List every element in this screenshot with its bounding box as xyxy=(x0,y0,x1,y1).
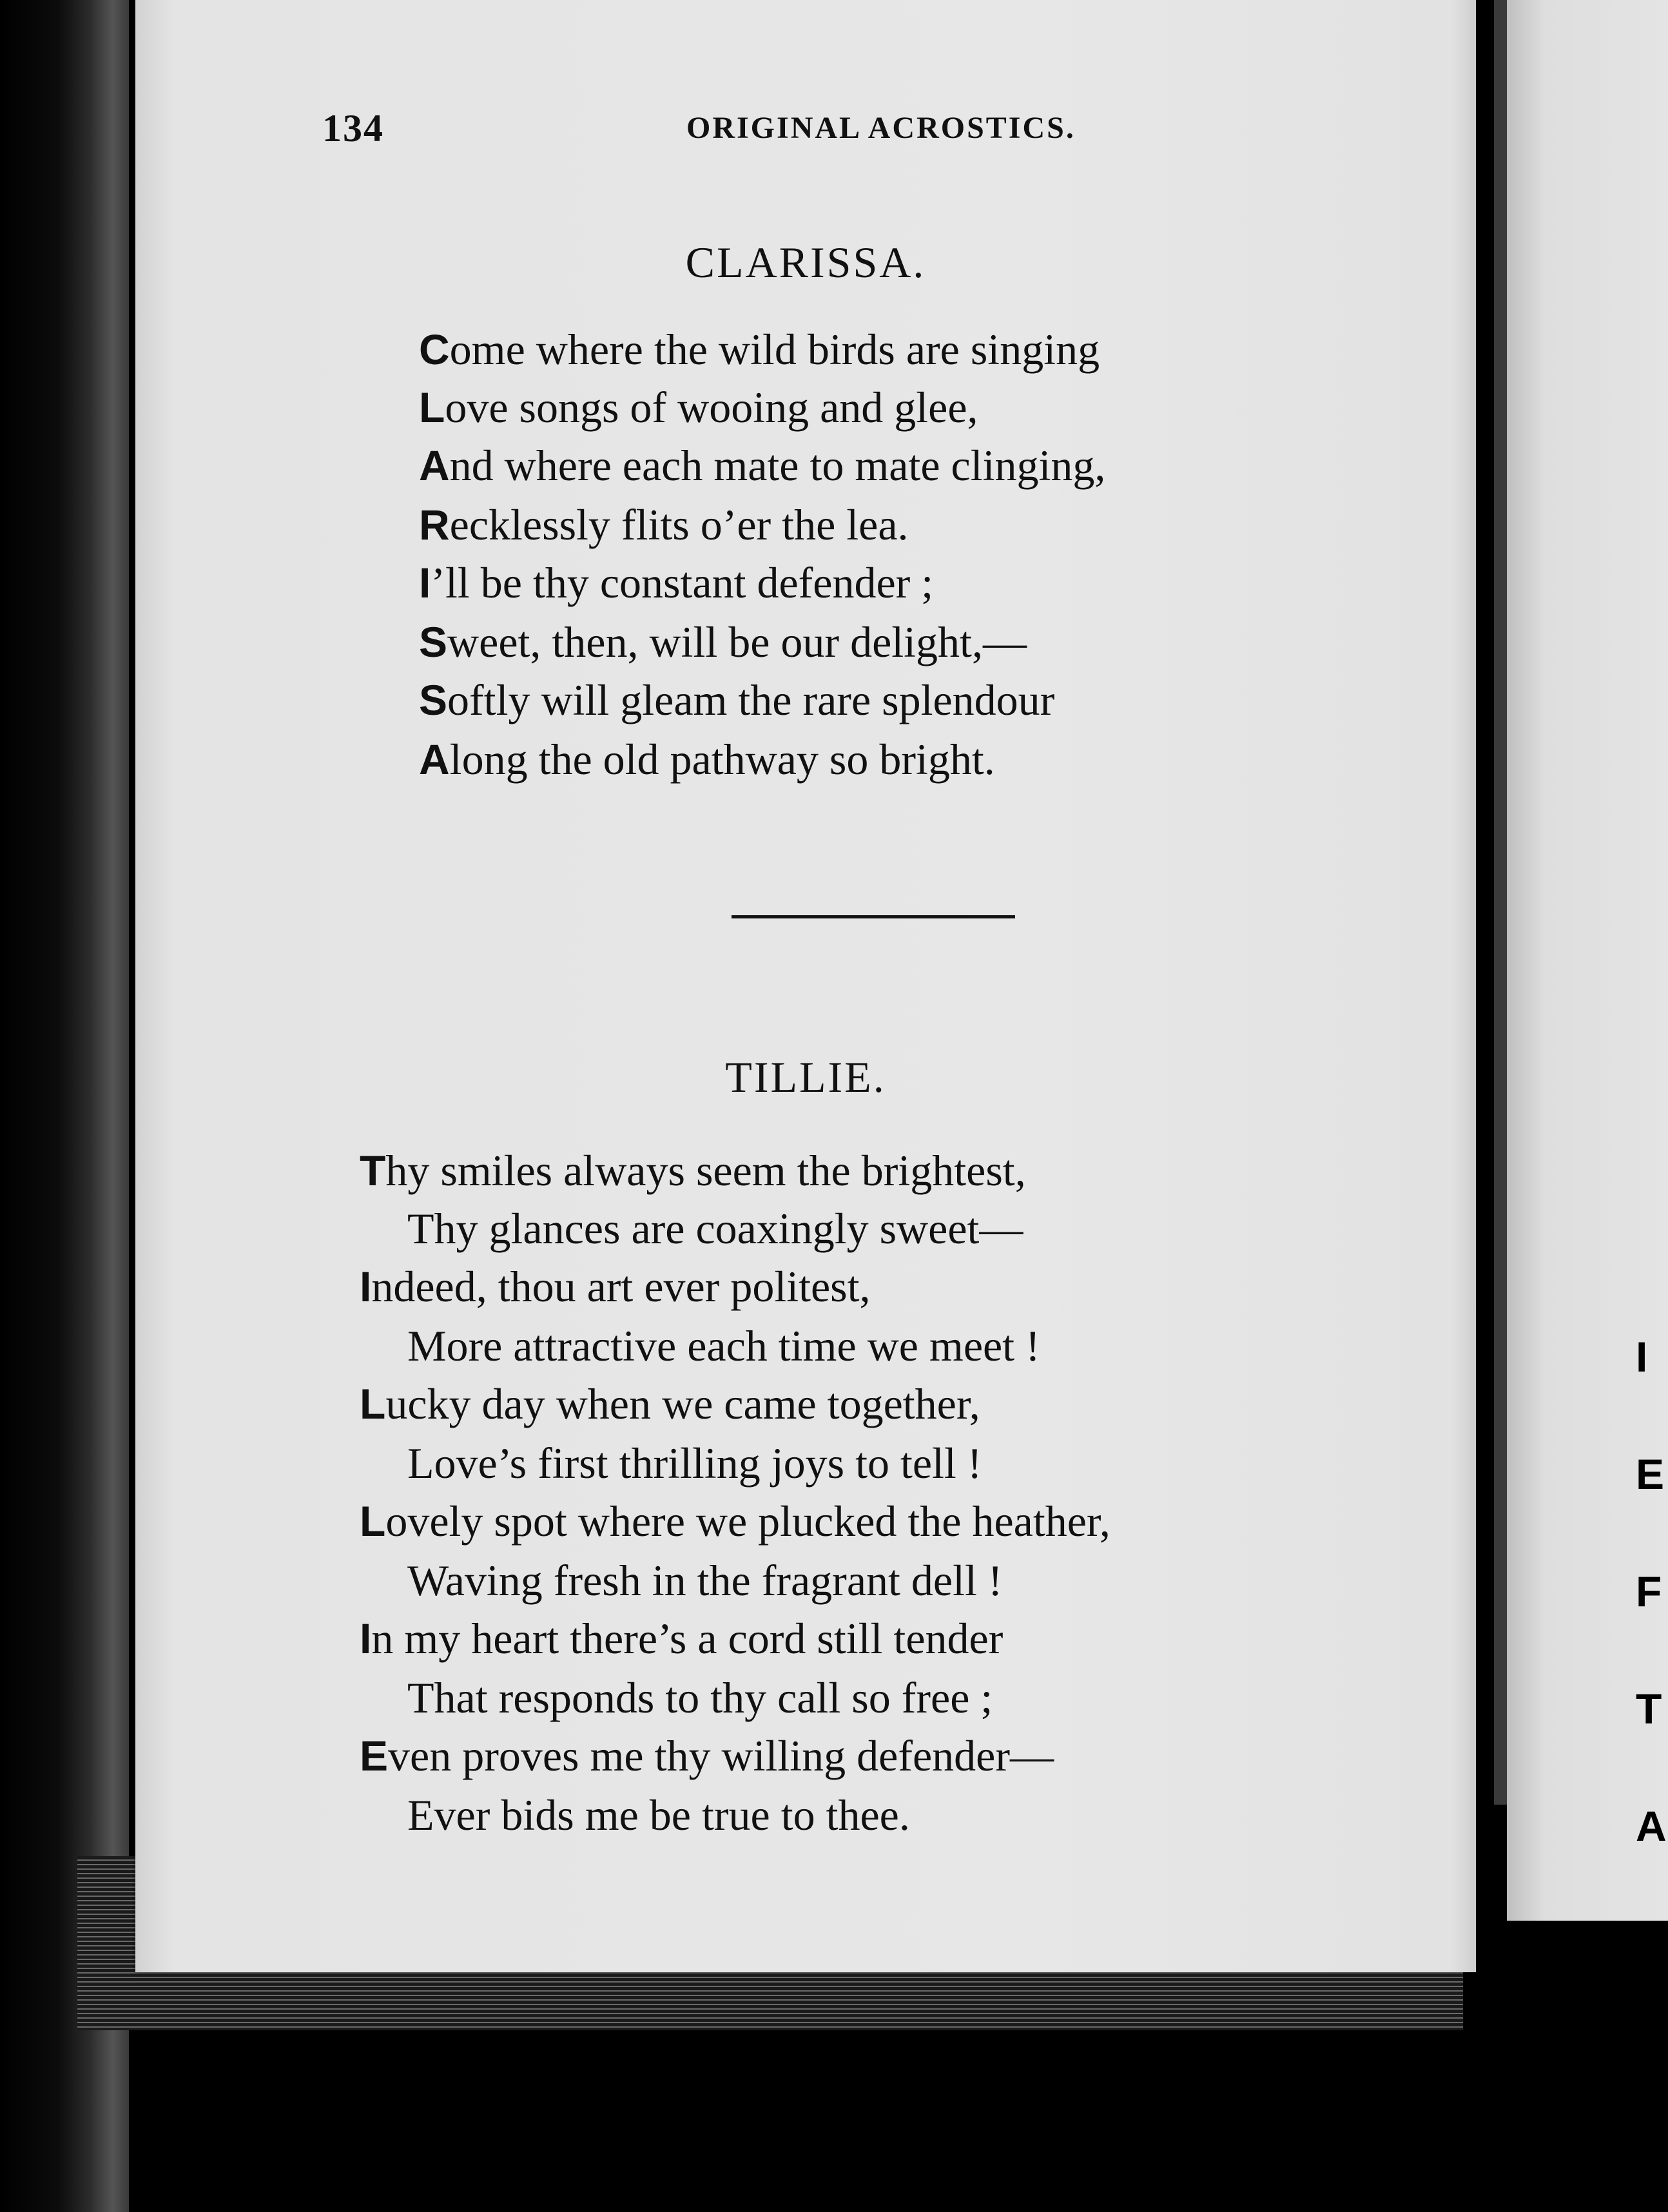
poem-line-indented xyxy=(407,1556,1003,1605)
line-text: ’ll be thy constant defender ; xyxy=(431,558,934,607)
line-text: weet, then, will be our delight,— xyxy=(447,617,1027,666)
page-right-edge xyxy=(1494,0,1507,1805)
facing-page-edge xyxy=(1507,0,1668,1921)
acrostic-initial: C xyxy=(419,325,450,373)
poem-line xyxy=(360,1262,871,1311)
acrostic-initial: R xyxy=(419,501,450,548)
line-text: That responds to thy call so free ; xyxy=(407,1673,993,1722)
poem-line xyxy=(360,1497,1110,1546)
poem-line xyxy=(419,735,995,784)
poem-line-indented xyxy=(407,1673,993,1722)
running-title: ORIGINAL ACROSTICS. xyxy=(686,111,1076,145)
line-text: ecklessly flits o’er the lea. xyxy=(449,500,909,549)
poem-line xyxy=(360,1614,1004,1663)
line-text: Ever bids me be true to thee. xyxy=(407,1790,910,1839)
line-text: ucky day when we came together, xyxy=(385,1379,980,1428)
facing-page-letter: E xyxy=(1636,1450,1665,1498)
line-text: ven proves me thy willing defender— xyxy=(388,1731,1054,1780)
poem-line xyxy=(419,617,1027,666)
poem-line-indented xyxy=(407,1321,1040,1370)
poem-title-clarissa: CLARISSA. xyxy=(685,238,926,287)
poem-line xyxy=(419,383,978,432)
acrostic-initial: L xyxy=(360,1380,386,1428)
facing-page-letter: T xyxy=(1636,1685,1662,1732)
facing-page-letter: A xyxy=(1636,1802,1667,1850)
line-text: ome where the wild birds are singing xyxy=(449,325,1100,374)
line-text: hy smiles always seem the brightest, xyxy=(385,1146,1026,1195)
poem-line-indented xyxy=(407,1204,1023,1253)
poem-line-indented xyxy=(407,1439,982,1488)
page-number: 134 xyxy=(322,107,384,150)
acrostic-initial: T xyxy=(360,1147,386,1194)
running-head xyxy=(135,106,1476,158)
poem-line xyxy=(360,1379,980,1428)
poem-line xyxy=(419,441,1106,490)
line-text: ndeed, thou art ever politest, xyxy=(371,1262,871,1311)
poem-title-tillie: TILLIE. xyxy=(725,1053,886,1101)
line-text: Love’s first thrilling joys to tell ! xyxy=(407,1439,982,1488)
acrostic-initial: A xyxy=(419,441,450,489)
acrostic-initial: L xyxy=(360,1497,386,1545)
line-text: ove songs of wooing and glee, xyxy=(445,383,978,432)
acrostic-initial: S xyxy=(419,676,448,724)
poem-line xyxy=(419,675,1055,724)
poem-line xyxy=(360,1146,1026,1195)
acrostic-initial: A xyxy=(419,735,450,783)
line-text: Waving fresh in the fragrant dell ! xyxy=(407,1556,1003,1605)
poem-line xyxy=(419,500,909,549)
acrostic-initial: I xyxy=(419,559,431,606)
facing-page-letter: F xyxy=(1636,1567,1662,1615)
poem-line xyxy=(360,1731,1054,1780)
poem-line xyxy=(419,558,934,607)
line-text: long the old pathway so bright. xyxy=(449,735,995,784)
line-text: Thy glances are coaxingly sweet— xyxy=(407,1204,1023,1253)
book-page xyxy=(135,0,1476,1972)
section-divider xyxy=(732,915,1015,918)
line-text: ovely spot where we plucked the heather, xyxy=(385,1497,1110,1546)
acrostic-initial: E xyxy=(360,1732,389,1780)
line-text: More attractive each time we meet ! xyxy=(407,1321,1040,1370)
poem-line xyxy=(419,325,1100,374)
acrostic-initial: I xyxy=(360,1615,372,1662)
poem-line-indented xyxy=(407,1790,910,1839)
acrostic-initial: L xyxy=(419,383,445,431)
line-text: n my heart there’s a cord still tender xyxy=(371,1614,1004,1663)
acrostic-initial: S xyxy=(419,618,448,666)
facing-page-letter: I xyxy=(1636,1333,1648,1381)
line-text: oftly will gleam the rare splendour xyxy=(447,675,1055,724)
line-text: nd where each mate to mate clinging, xyxy=(449,441,1106,490)
acrostic-initial: I xyxy=(360,1263,372,1310)
